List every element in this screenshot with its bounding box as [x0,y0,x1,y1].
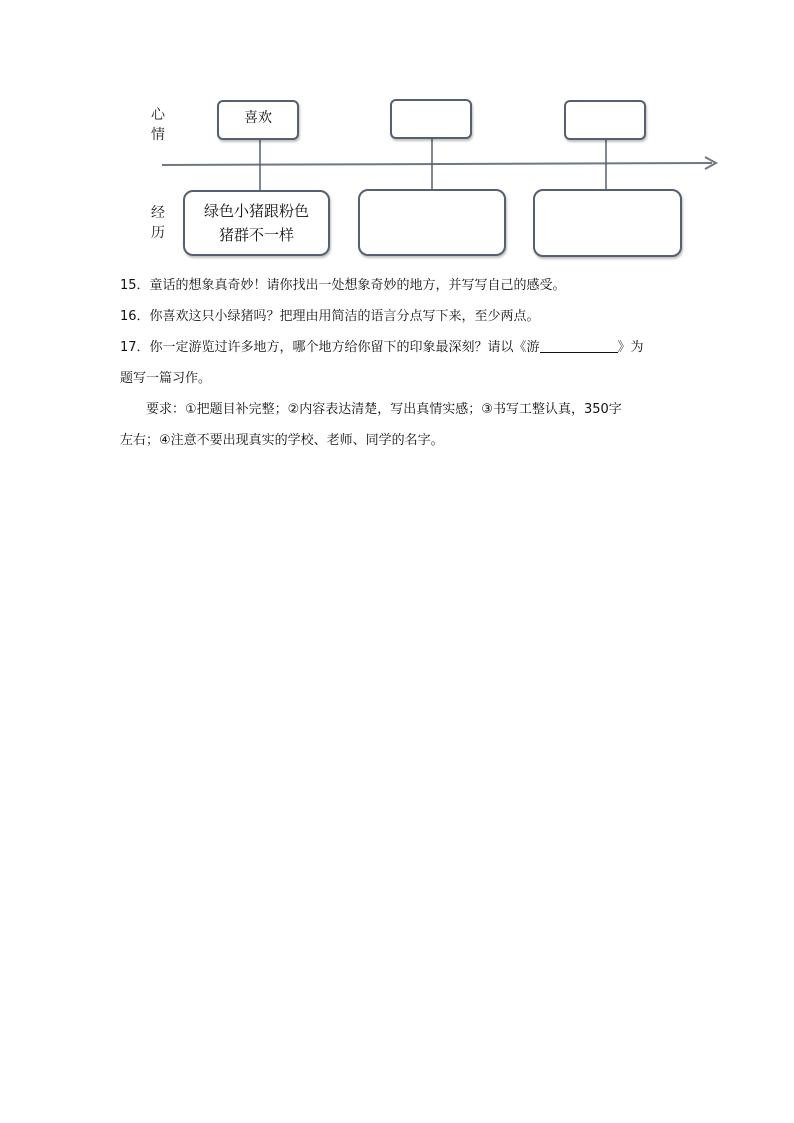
experience-text-1 [204,199,309,247]
experience-line-1: 绿色小猪跟粉色 [203,202,309,220]
mood-label-top: 心 [151,107,165,123]
experience-box-1 [183,190,330,256]
questions-block [120,270,680,456]
requirements-line-1: 要求：①把题目补完整；②内容表达清楚，写出真情实感；③书写工整认真，350字 [146,402,622,417]
experience-box-3[interactable] [533,189,682,257]
experience-label-bottom: 历 [151,225,165,241]
question-16: 16．你喜欢这只小绿猪吗？把理由用简洁的语言分点写下来，至少两点。 [120,309,540,324]
mood-box-1 [217,100,299,140]
mood-box-2[interactable] [390,99,472,139]
experience-label-top: 经 [151,205,165,221]
experience-side-label [150,203,166,243]
question-17-text-end: 》为 [617,340,644,355]
mood-label-bottom: 情 [151,127,165,143]
mood-side-label [150,105,166,145]
question-17 [120,332,680,363]
title-blank[interactable] [540,338,618,353]
question-17-text: 17．你一定游览过许多地方，哪个地方给你留下的印象最深刻？请以《游 [120,340,540,355]
requirements-line-2: 左右；④注意不要出现真实的学校、老师、同学的名字。 [120,433,444,448]
timeline-axis [162,163,712,165]
mood-text-1: 喜欢 [244,110,272,126]
mood-box-3[interactable] [564,100,646,140]
question-17-continued: 题写一篇习作。 [120,371,212,386]
mood-experience-diagram [140,95,730,265]
experience-box-2[interactable] [358,189,506,256]
question-15: 15．童话的想象真奇妙！请你找出一处想象奇妙的地方，并写写自己的感受。 [120,278,566,293]
experience-line-2: 猪群不一样 [218,226,294,244]
